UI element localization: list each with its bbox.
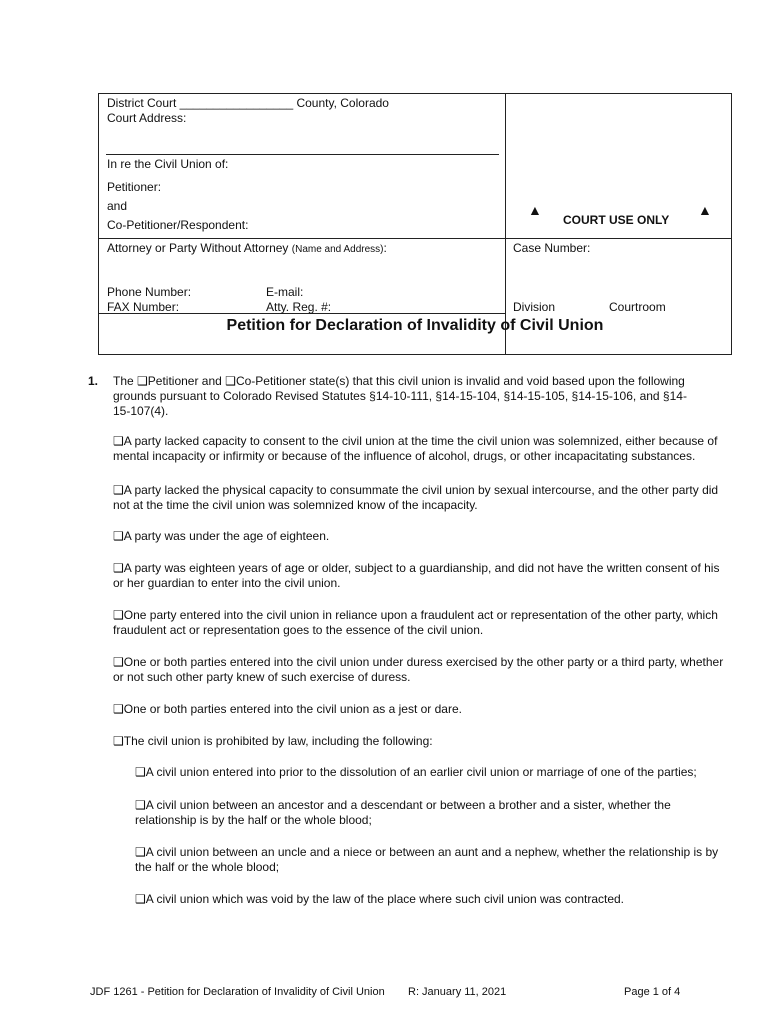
division-label: Division: [513, 300, 556, 314]
caption-right: [506, 94, 731, 354]
ground-checkbox[interactable]: ❑: [113, 734, 124, 748]
prohibited-checkbox[interactable]: ❑: [135, 892, 146, 906]
and-label: and: [107, 199, 128, 213]
item-number: 1.: [88, 374, 99, 388]
in-re-label: In re the Civil Union of:: [107, 157, 229, 171]
form-title: Petition for Declaration of Invalidity of Civil Union: [226, 317, 604, 334]
phone-label: Phone Number:: [107, 285, 192, 299]
intro-line-1: The ❑Petitioner and ❑Co-Petitioner state(s) that this civil union is invalid and void based upon the following: [113, 374, 685, 388]
attorney-section: [99, 239, 505, 314]
court-line: District Court _________________ County, Colorado: [107, 96, 389, 110]
footer-revision: R: January 11, 2021: [408, 986, 507, 998]
case-number-label: Case Number:: [513, 241, 591, 255]
arrow-up-icon: ▲: [698, 202, 712, 218]
ground-item: ❑The civil union is prohibited by law, including the following:: [113, 734, 433, 748]
prohibited-item: ❑A civil union between an ancestor and a descendant or between a brother and a sister, whether the relationship is by the half or the whole blood;: [135, 798, 671, 827]
arrow-up-icon: ▲: [528, 202, 542, 218]
email-label: E-mail:: [266, 285, 304, 299]
caption-left: [99, 94, 506, 354]
court-section: [99, 94, 505, 239]
court-use-only: COURT USE ONLY: [563, 213, 670, 227]
ground-checkbox[interactable]: ❑: [113, 561, 124, 575]
divider: [106, 154, 499, 155]
co-petitioner-checkbox[interactable]: ❑: [225, 374, 236, 388]
ground-checkbox[interactable]: ❑: [113, 434, 124, 448]
ground-item: ❑One or both parties entered into the civil union under duress exercised by the other party or a third party, whether or not such other party knew of such exercise of duress.: [113, 655, 724, 684]
fax-label: FAX Number:: [107, 300, 180, 314]
prohibited-item: ❑A civil union entered into prior to the dissolution of an earlier civil union or marriage of one of the parties;: [135, 765, 697, 779]
ground-item: ❑A party lacked capacity to consent to the civil union at the time the civil union was solemnized, either because of mental incapacity or infirmity or because of the influence of alcohol, drugs, or other incapacitating substances.: [113, 434, 718, 463]
courtroom-label: Courtroom: [609, 300, 666, 314]
intro-line-3: 15-107(4).: [113, 404, 169, 418]
ground-checkbox[interactable]: ❑: [113, 483, 124, 497]
caption-box: [98, 93, 732, 355]
prohibited-item: ❑A civil union which was void by the law of the place where such civil union was contracted.: [135, 892, 625, 906]
prohibited-checkbox[interactable]: ❑: [135, 765, 146, 779]
footer-page-number: Page 1 of 4: [624, 986, 681, 998]
footer-form-name: JDF 1261 - Petition for Declaration of Invalidity of Civil Union: [90, 986, 385, 998]
ground-checkbox[interactable]: ❑: [113, 702, 124, 716]
ground-checkbox[interactable]: ❑: [113, 529, 124, 543]
ground-item: ❑A party was under the age of eighteen.: [113, 529, 330, 543]
ground-item: ❑One or both parties entered into the civil union as a jest or dare.: [113, 702, 462, 716]
prohibited-checkbox[interactable]: ❑: [135, 798, 146, 812]
ground-item: ❑A party lacked the physical capacity to consummate the civil union by sexual intercourse, and the other party did not at the time the civil union was solemnized know of the incapacity.: [113, 483, 719, 512]
ground-item: ❑One party entered into the civil union in reliance upon a fraudulent act or representation of the other party, which fraudulent act or representation goes to the essence of the civil union.: [113, 608, 718, 637]
prohibited-checkbox[interactable]: ❑: [135, 845, 146, 859]
ground-checkbox[interactable]: ❑: [113, 655, 124, 669]
court-use-section: [506, 94, 731, 239]
petitioner-label: Petitioner:: [107, 180, 162, 194]
petitioner-checkbox[interactable]: ❑: [137, 374, 148, 388]
intro-line-2: grounds pursuant to Colorado Revised Statutes §14-10-111, §14-15-104, §14-15-105, §14-15-106, and §14-: [113, 389, 687, 403]
co-petitioner-label: Co-Petitioner/Respondent:: [107, 218, 249, 232]
ground-checkbox[interactable]: ❑: [113, 608, 124, 622]
atty-reg-label: Atty. Reg. #:: [266, 300, 332, 314]
prohibited-item: ❑A civil union between an uncle and a niece or between an aunt and a nephew, whether the relationship is by the half or the whole blood;: [135, 845, 719, 874]
ground-item: ❑A party was eighteen years of age or older, subject to a guardianship, and did not have the written consent of his or her guardian to enter into the civil union.: [113, 561, 720, 590]
attorney-label: Attorney or Party Without Attorney (Name and Address):: [107, 241, 387, 255]
court-address: Court Address:: [107, 111, 187, 125]
